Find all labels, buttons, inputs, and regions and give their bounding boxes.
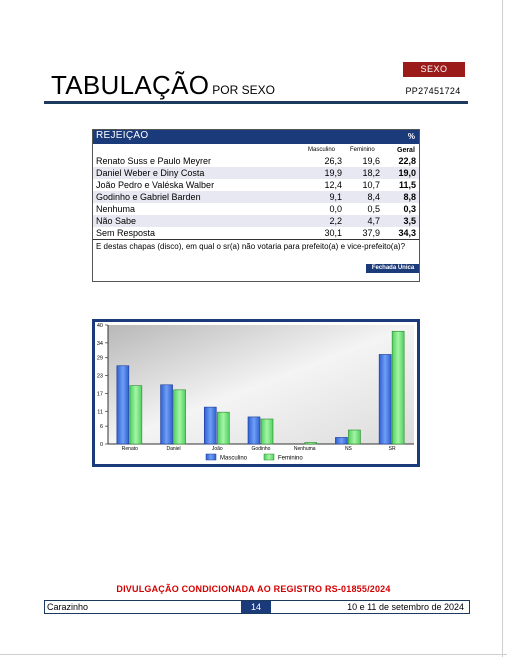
- page-edge-right: [502, 0, 503, 657]
- bar-feminino-daniel: [174, 390, 186, 444]
- x-tick-label: Godinho: [251, 446, 271, 452]
- footer-dates: 10 e 11 de setembro de 2024: [347, 602, 464, 612]
- page-footer: [44, 600, 470, 614]
- survey-code: PP27451724: [405, 86, 461, 96]
- y-tick-label: 34: [96, 340, 103, 347]
- legend-swatch-masculino: [206, 454, 216, 460]
- row-feminino: 10,7: [362, 180, 380, 190]
- row-feminino: 37,9: [362, 228, 380, 238]
- table-row: [92, 227, 420, 239]
- row-geral: 22,8: [398, 156, 416, 166]
- row-label: Renato Suss e Paulo Meyrer: [96, 156, 212, 166]
- bar-feminino-nenhuma: [305, 443, 317, 444]
- row-feminino: 19,6: [362, 156, 380, 166]
- bar-chart-svg: [92, 319, 420, 467]
- y-tick-label: 6: [99, 424, 103, 431]
- page-edge-bottom: [0, 654, 507, 655]
- x-tick-label: Daniel: [166, 446, 181, 452]
- legend-swatch-feminino: [264, 454, 274, 460]
- table-row: [92, 155, 420, 167]
- table-row: [92, 167, 420, 179]
- row-masculino: 19,9: [324, 168, 342, 178]
- table-row: [92, 191, 420, 203]
- row-label: Daniel Weber e Diny Costa: [96, 168, 205, 178]
- column-headers: [92, 144, 420, 155]
- x-tick-label: Renato: [121, 446, 138, 452]
- bar-feminino-godinho: [261, 419, 273, 444]
- row-label: Godinho e Gabriel Barden: [96, 192, 201, 202]
- section-badge: SEXO: [403, 62, 465, 77]
- row-masculino: 9,1: [329, 192, 342, 202]
- legend-label-masculino: Masculino: [220, 455, 248, 462]
- table-row: [92, 203, 420, 215]
- bar-masculino-daniel: [161, 385, 173, 444]
- percent-label: %: [407, 132, 415, 141]
- table-section-title: REJEIÇÃO: [96, 130, 149, 141]
- x-tick-label: SR: [388, 446, 396, 452]
- row-feminino: 8,4: [367, 192, 380, 202]
- row-label: Sem Resposta: [96, 228, 156, 238]
- page-title: [51, 70, 275, 101]
- row-masculino: 0,0: [329, 204, 342, 214]
- bar-masculino-sr: [379, 354, 391, 444]
- row-geral: 8,8: [403, 192, 416, 202]
- row-geral: 0,3: [403, 204, 416, 214]
- page-title-main: TABULAÇÃO: [51, 70, 210, 100]
- page-number: 14: [241, 601, 271, 613]
- row-label: João Pedro e Valéska Walber: [96, 180, 215, 190]
- table-row: [92, 215, 420, 227]
- y-tick-label: 0: [99, 442, 103, 448]
- legend-label-feminino: Feminino: [278, 455, 303, 462]
- table-row: [92, 179, 420, 191]
- row-feminino: 0,5: [367, 204, 380, 214]
- row-geral: 34,3: [398, 228, 416, 238]
- col-header-feminino: Feminino: [350, 147, 375, 153]
- title-rule: [44, 101, 468, 104]
- row-label: Não Sabe: [96, 216, 137, 226]
- x-tick-label: NS: [344, 446, 352, 452]
- question-type-tag: Fechada Única: [366, 264, 420, 273]
- bar-feminino-renato: [130, 386, 142, 444]
- bar-feminino-ns: [348, 430, 360, 444]
- row-masculino: 30,1: [324, 228, 342, 238]
- footer-city: Carazinho: [47, 602, 89, 612]
- table-rows: [92, 155, 420, 239]
- x-tick-label: João: [211, 446, 223, 452]
- row-label: Nenhuma: [96, 204, 136, 214]
- table-footer: [92, 264, 420, 273]
- y-tick-label: 40: [96, 323, 103, 329]
- col-header-masculino: Masculino: [308, 147, 336, 153]
- row-feminino: 4,7: [367, 216, 380, 226]
- y-tick-label: 11: [97, 409, 103, 416]
- row-geral: 19,0: [398, 168, 416, 178]
- y-tick-label: 23: [96, 373, 103, 380]
- row-masculino: 26,3: [324, 156, 342, 166]
- row-geral: 3,5: [403, 216, 416, 226]
- bar-masculino-godinho: [248, 417, 260, 444]
- registration-disclaimer: DIVULGAÇÃO CONDICIONADA AO REGISTRO RS-01855/2024: [116, 584, 391, 594]
- bar-chart: [92, 319, 420, 467]
- bar-masculino-ns: [335, 437, 347, 444]
- row-feminino: 18,2: [362, 168, 380, 178]
- bar-feminino-joão: [217, 412, 229, 444]
- y-tick-label: 29: [96, 355, 103, 362]
- table-header: [92, 129, 420, 144]
- bar-masculino-joão: [204, 407, 216, 444]
- bar-feminino-sr: [392, 331, 404, 444]
- y-tick-label: 17: [96, 391, 103, 398]
- results-table: [92, 129, 420, 273]
- row-masculino: 2,2: [329, 216, 342, 226]
- col-header-geral: Geral: [397, 147, 415, 154]
- row-geral: 11,5: [398, 180, 416, 190]
- row-masculino: 12,4: [324, 180, 342, 190]
- question-text: E destas chapas (disco), em qual o sr(a) não votaria para prefeito(a) e vice-prefeito(a)?: [92, 239, 420, 264]
- page-title-sub: POR SEXO: [212, 83, 275, 97]
- x-tick-label: Nenhuma: [293, 446, 316, 452]
- bar-masculino-renato: [117, 366, 129, 444]
